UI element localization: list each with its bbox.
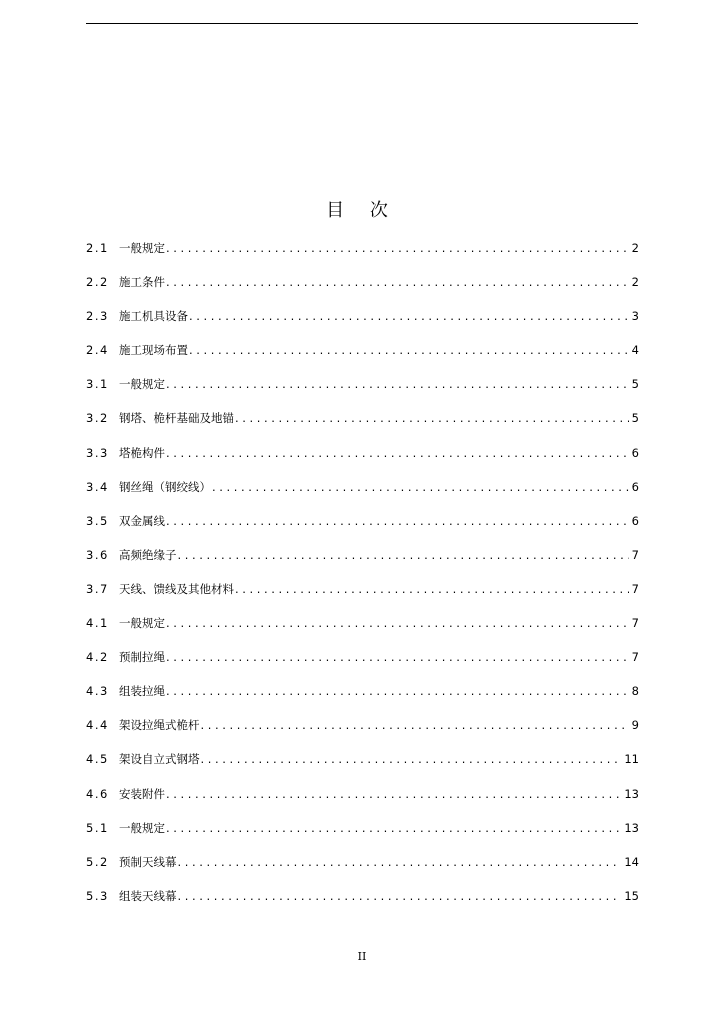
toc-entry[interactable] (86, 715, 639, 749)
toc-section-title: 天线、馈线及其他材料 (119, 581, 234, 596)
toc-section-number: 4.1 (86, 616, 109, 631)
toc-dot-leader (201, 749, 622, 769)
toc-page-number: 14 (624, 854, 639, 869)
toc-entry[interactable] (86, 511, 639, 545)
toc-section-title: 架设拉绳式桅杆 (119, 718, 200, 733)
toc-section-number: 3.2 (86, 411, 109, 426)
toc-section-title: 施工条件 (119, 275, 165, 290)
toc-section-number: 3.3 (86, 445, 109, 460)
toc-dot-leader (178, 886, 622, 906)
toc-section-title: 一般规定 (119, 241, 165, 255)
toc-section-title: 高频绝缘子 (119, 547, 177, 562)
toc-section-title: 一般规定 (119, 616, 165, 631)
toc-section-title: 施工机具设备 (119, 309, 188, 324)
toc-page-number: 15 (624, 888, 639, 903)
toc-dot-leader (166, 443, 629, 463)
toc-section-number: 4.2 (86, 650, 109, 665)
toc-page-number: 6 (631, 479, 639, 494)
toc-page-number: 7 (631, 650, 639, 665)
toc-section-title: 组装拉绳 (119, 684, 165, 699)
toc-section-title: 双金属线 (119, 513, 165, 528)
toc-entry[interactable] (86, 545, 639, 579)
toc-section-number: 5.1 (86, 820, 109, 835)
toc-entry[interactable] (86, 443, 639, 477)
toc-dot-leader (166, 374, 629, 394)
toc-section-title: 钢塔、桅杆基础及地锚 (119, 411, 234, 426)
toc-dot-leader (166, 511, 629, 531)
toc-dot-leader (166, 647, 629, 667)
toc-dot-leader (178, 852, 622, 872)
toc-dot-leader (166, 272, 629, 292)
toc-entry[interactable] (86, 477, 639, 511)
toc-entry[interactable] (86, 749, 639, 783)
toc-page-number: 2 (631, 275, 639, 290)
toc-page-number: 7 (631, 581, 639, 596)
table-of-contents (86, 238, 639, 920)
toc-page-number: 13 (624, 820, 639, 835)
toc-dot-leader (235, 408, 629, 428)
header-rule (86, 23, 638, 24)
toc-dot-leader (166, 818, 621, 838)
toc-section-title: 预制天线幕 (119, 854, 177, 869)
toc-section-title: 组装天线幕 (119, 888, 177, 903)
toc-page-number: 13 (624, 786, 639, 801)
toc-section-number: 3.7 (86, 581, 109, 596)
toc-entry[interactable] (86, 784, 639, 818)
toc-section-number: 2.1 (86, 241, 109, 255)
toc-dot-leader (235, 579, 629, 599)
toc-dot-leader (189, 340, 629, 360)
toc-page-number: 5 (631, 411, 639, 426)
toc-dot-leader (178, 545, 629, 565)
toc-page-number: 7 (631, 547, 639, 562)
toc-section-number: 2.2 (86, 275, 109, 290)
toc-section-number: 4.3 (86, 684, 109, 699)
toc-entry[interactable] (86, 613, 639, 647)
toc-page-number: 5 (631, 377, 639, 392)
toc-section-number: 3.6 (86, 547, 109, 562)
toc-section-number: 2.3 (86, 309, 109, 324)
toc-dot-leader (166, 681, 629, 701)
toc-entry[interactable] (86, 579, 639, 613)
page-title: 目 次 (326, 200, 398, 221)
toc-entry[interactable] (86, 238, 639, 272)
toc-section-title: 安装附件 (119, 786, 165, 801)
toc-dot-leader (212, 477, 629, 497)
toc-page-number: 4 (631, 343, 639, 358)
toc-entry[interactable] (86, 818, 639, 852)
toc-entry[interactable] (86, 852, 639, 886)
toc-entry[interactable] (86, 306, 639, 340)
toc-page-number: 2 (631, 241, 639, 255)
page-number: II (357, 950, 367, 963)
toc-page-number: 9 (631, 718, 639, 733)
toc-section-number: 5.2 (86, 854, 109, 869)
toc-entry[interactable] (86, 272, 639, 306)
toc-page-number: 8 (631, 684, 639, 699)
toc-section-number: 5.3 (86, 888, 109, 903)
toc-dot-leader (166, 784, 621, 804)
toc-entry[interactable] (86, 340, 639, 374)
toc-section-number: 4.6 (86, 786, 109, 801)
toc-section-number: 3.5 (86, 513, 109, 528)
toc-entry[interactable] (86, 886, 639, 920)
toc-section-title: 预制拉绳 (119, 650, 165, 665)
toc-section-number: 3.1 (86, 377, 109, 392)
toc-page-number: 6 (631, 445, 639, 460)
toc-dot-leader (166, 613, 629, 633)
toc-entry[interactable] (86, 374, 639, 408)
toc-page-number: 6 (631, 513, 639, 528)
toc-page-number: 7 (631, 616, 639, 631)
toc-entry[interactable] (86, 681, 639, 715)
toc-section-number: 2.4 (86, 343, 109, 358)
toc-section-number: 4.5 (86, 752, 109, 767)
toc-section-title: 塔桅构件 (119, 445, 165, 460)
toc-section-number: 4.4 (86, 718, 109, 733)
toc-dot-leader (189, 306, 629, 326)
toc-section-title: 架设自立式钢塔 (119, 752, 200, 767)
toc-dot-leader (166, 238, 629, 258)
toc-entry[interactable] (86, 647, 639, 681)
toc-page-number: 3 (631, 309, 639, 324)
toc-page-number: 11 (624, 752, 639, 767)
toc-dot-leader (201, 715, 629, 735)
toc-section-title: 施工现场布置 (119, 343, 188, 358)
toc-section-number: 3.4 (86, 479, 109, 494)
toc-entry[interactable] (86, 408, 639, 442)
toc-section-title: 一般规定 (119, 377, 165, 392)
toc-section-title: 钢丝绳（钢绞线） (119, 479, 211, 494)
toc-section-title: 一般规定 (119, 820, 165, 835)
